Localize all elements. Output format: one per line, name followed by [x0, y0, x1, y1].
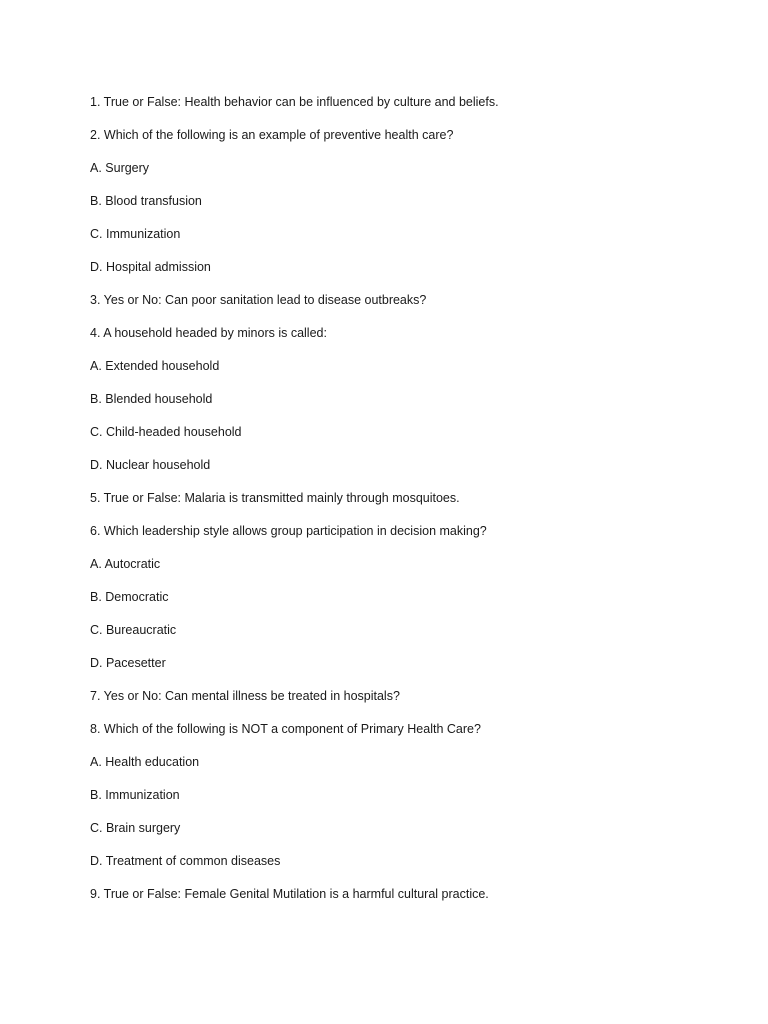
question-8-option-d: D. Treatment of common diseases [90, 854, 281, 868]
question-6: 6. Which leadership style allows group participation in decision making? [90, 524, 487, 538]
question-4-option-b: B. Blended household [90, 392, 213, 406]
question-2: 2. Which of the following is an example of preventive health care? [90, 128, 454, 142]
question-5: 5. True or False: Malaria is transmitted mainly through mosquitoes. [90, 491, 460, 505]
question-1: 1. True or False: Health behavior can be influenced by culture and beliefs. [90, 95, 499, 109]
question-8-option-a: A. Health education [90, 755, 200, 769]
question-4-option-a: A. Extended household [90, 359, 220, 373]
question-2-option-b: B. Blood transfusion [90, 194, 202, 208]
question-4-option-d: D. Nuclear household [90, 458, 211, 472]
question-6-option-a: A. Autocratic [90, 557, 161, 571]
question-8-option-b: B. Immunization [90, 788, 180, 802]
question-2-option-c: C. Immunization [90, 227, 181, 241]
question-4-option-c: C. Child-headed household [90, 425, 242, 439]
question-list [90, 92, 710, 917]
question-6-option-b: B. Democratic [90, 590, 169, 604]
question-8: 8. Which of the following is NOT a component of Primary Health Care? [90, 722, 481, 736]
question-4: 4. A household headed by minors is called: [90, 326, 327, 340]
question-2-option-a: A. Surgery [90, 161, 150, 175]
question-6-option-c: C. Bureaucratic [90, 623, 177, 637]
question-2-option-d: D. Hospital admission [90, 260, 211, 274]
question-3: 3. Yes or No: Can poor sanitation lead to disease outbreaks? [90, 293, 427, 307]
question-9: 9. True or False: Female Genital Mutilation is a harmful cultural practice. [90, 887, 489, 901]
question-6-option-d: D. Pacesetter [90, 656, 166, 670]
question-8-option-c: C. Brain surgery [90, 821, 181, 835]
question-7: 7. Yes or No: Can mental illness be treated in hospitals? [90, 689, 400, 703]
